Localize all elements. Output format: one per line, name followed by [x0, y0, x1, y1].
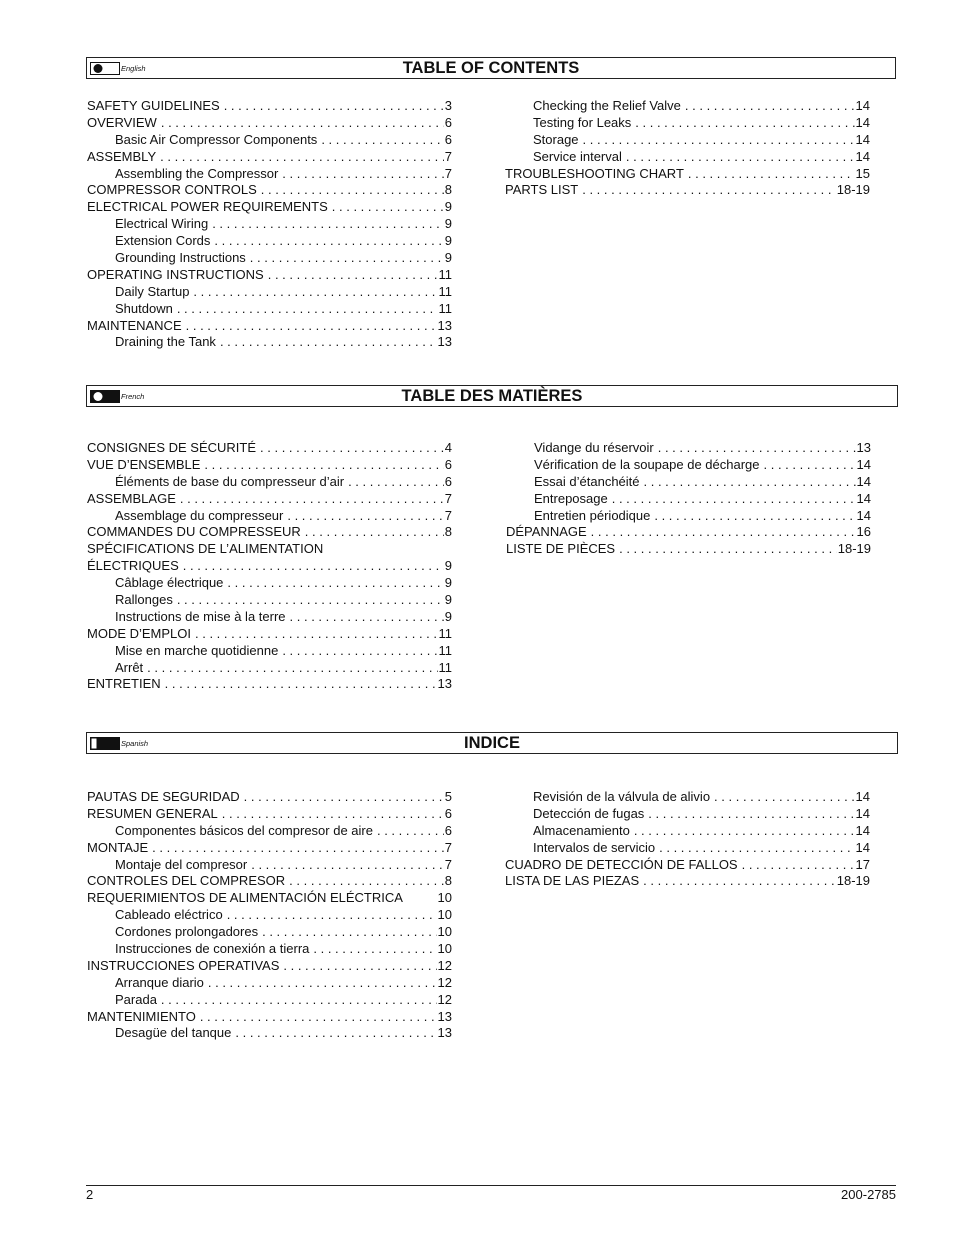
dot-leader — [688, 166, 855, 183]
toc-entry-page: 9 — [444, 199, 452, 215]
dot-leader — [244, 789, 444, 806]
toc-entry[interactable] — [87, 199, 452, 216]
dot-leader — [227, 907, 437, 924]
toc-entry-page: 14 — [855, 822, 870, 838]
toc-entry[interactable] — [87, 558, 452, 575]
toc-entry[interactable] — [505, 806, 870, 823]
dot-leader — [305, 524, 444, 541]
language-tab-english — [90, 61, 164, 75]
dot-leader — [165, 676, 437, 693]
dot-leader — [764, 457, 856, 474]
dot-leader — [283, 958, 436, 975]
toc-entry[interactable] — [87, 1025, 452, 1042]
dot-leader — [227, 575, 443, 592]
dot-leader — [658, 440, 856, 457]
toc-entry-page: 8 — [444, 182, 452, 198]
dot-leader — [195, 626, 437, 643]
dot-leader — [644, 474, 856, 491]
toc-entry[interactable] — [87, 267, 452, 284]
toc-column-right-english — [505, 98, 870, 199]
toc-entry-page: 14 — [856, 507, 871, 523]
toc-entry[interactable] — [87, 873, 452, 890]
toc-entry-label: Câblage électrique — [115, 575, 224, 591]
toc-entry[interactable] — [87, 1009, 452, 1026]
toc-entry[interactable] — [87, 941, 452, 958]
toc-entry[interactable] — [506, 508, 871, 525]
toc-entry-label: CONSIGNES DE SÉCURITÉ — [87, 440, 257, 455]
toc-entry-page: 9 — [444, 608, 452, 624]
toc-entry[interactable] — [505, 857, 870, 874]
toc-entry-page: 3 — [444, 98, 452, 113]
toc-entry[interactable] — [87, 182, 452, 199]
toc-entry-page: 13 — [437, 1025, 452, 1041]
toc-entry-label: ELECTRICAL POWER REQUIREMENTS — [87, 199, 328, 215]
dot-leader — [204, 457, 443, 474]
language-label: English — [121, 63, 146, 73]
language-tab-spanish — [90, 736, 164, 750]
toc-entry-page: 12 — [437, 974, 452, 990]
toc-entry-label: RESUMEN GENERAL — [87, 805, 218, 821]
toc-entry-label: Assemblage du compresseur — [115, 507, 284, 523]
dot-leader — [224, 98, 444, 115]
toc-entry-page: 14 — [855, 839, 870, 855]
toc-entry[interactable] — [505, 789, 870, 806]
toc-entry-label: MODE D’EMPLOI — [87, 625, 192, 641]
toc-entry-label: ASSEMBLY — [87, 148, 157, 164]
toc-entry-page: 6 — [444, 131, 452, 147]
toc-entry-page: 8 — [444, 873, 452, 889]
toc-entry-label: MONTAJE — [87, 839, 149, 855]
dot-leader — [290, 609, 444, 626]
dot-leader — [582, 182, 836, 199]
toc-entry[interactable] — [505, 823, 870, 840]
toc-entry[interactable] — [87, 457, 452, 474]
dot-leader — [635, 115, 854, 132]
toc-entry-page: 14 — [855, 789, 870, 804]
dot-leader — [214, 233, 443, 250]
toc-entry-page: 14 — [855, 114, 870, 130]
toc-entry[interactable] — [505, 115, 870, 132]
dot-leader — [634, 823, 855, 840]
toc-entry-label: Vérification de la soupape de décharge — [534, 456, 760, 472]
toc-entry-label: Revisión de la válvula de alivio — [533, 789, 711, 804]
dot-leader — [183, 558, 444, 575]
toc-entry[interactable] — [87, 992, 452, 1009]
toc-entry-page: 9 — [444, 558, 452, 574]
dot-leader — [619, 541, 837, 558]
dot-leader — [714, 789, 854, 806]
toc-entry-label: ÉLECTRIQUES — [87, 558, 179, 574]
toc-entry[interactable] — [87, 857, 452, 874]
dot-leader — [626, 149, 855, 166]
toc-entry-page: 11 — [438, 283, 452, 299]
toc-entry[interactable] — [87, 318, 452, 335]
dot-leader — [222, 806, 444, 823]
toc-entry-page: 13 — [437, 334, 452, 350]
dot-leader — [186, 318, 437, 335]
toc-entry-label: REQUERIMIENTOS DE ALIMENTACIÓN ELÉCTRICA — [87, 890, 403, 906]
toc-entry[interactable] — [505, 873, 870, 890]
toc-entry-label: Instructions de mise à la terre — [115, 608, 286, 624]
toc-entry[interactable] — [87, 541, 452, 558]
toc-entry[interactable] — [506, 457, 871, 474]
toc-entry[interactable] — [505, 149, 870, 166]
toc-entry[interactable] — [87, 907, 452, 924]
dot-leader — [161, 992, 437, 1009]
toc-entry-page: 14 — [856, 456, 871, 472]
toc-entry-label: Arrêt — [115, 659, 144, 675]
toc-entry-page: 9 — [444, 233, 452, 249]
toc-column-left-spanish — [87, 789, 452, 1042]
toc-entry-label: Draining the Tank — [115, 334, 216, 350]
toc-entry-page: 6 — [444, 473, 452, 489]
dot-leader — [212, 216, 444, 233]
toc-entry-label: Service interval — [533, 148, 622, 164]
dot-leader — [654, 508, 855, 525]
toc-entry-page: 14 — [855, 98, 870, 113]
toc-entry-page: 13 — [437, 317, 452, 333]
dot-leader — [235, 1025, 436, 1042]
page-number: 2 — [86, 1187, 94, 1202]
toc-entry-label: MANTENIMIENTO — [87, 1008, 196, 1024]
toc-column-right-spanish — [505, 789, 870, 890]
toc-entry-label: Testing for Leaks — [533, 114, 632, 130]
toc-entry-page: 7 — [444, 507, 452, 523]
dot-leader — [152, 840, 444, 857]
toc-entry-page: 15 — [855, 165, 870, 181]
toc-entry-page: 7 — [444, 165, 452, 181]
footer-rule — [86, 1185, 896, 1186]
toc-entry-page: 7 — [444, 839, 452, 855]
toc-entry-label: Éléments de base du compresseur d’air — [115, 473, 345, 489]
dot-leader — [591, 524, 856, 541]
toc-entry[interactable] — [87, 334, 452, 351]
toc-entry-page: 18-19 — [836, 873, 870, 889]
toc-entry-label: Storage — [533, 131, 579, 147]
toc-entry-label: Assembling the Compressor — [115, 165, 279, 181]
dot-leader — [268, 267, 438, 284]
toc-entry-label: PAUTAS DE SEGURIDAD — [87, 789, 240, 804]
toc-entry-page: 18-19 — [837, 541, 871, 557]
toc-entry[interactable] — [87, 806, 452, 823]
dot-leader — [643, 873, 836, 890]
toc-entry[interactable] — [87, 789, 452, 806]
english-flag-icon — [90, 62, 120, 75]
dot-leader — [332, 199, 444, 216]
toc-entry-label: Mise en marche quotidienne — [115, 642, 279, 658]
dot-leader — [250, 250, 444, 267]
toc-entry-label: ENTRETIEN — [87, 676, 161, 692]
toc-column-left-english — [87, 98, 452, 351]
toc-entry-page: 9 — [444, 250, 452, 266]
toc-entry[interactable] — [87, 924, 452, 941]
toc-entry-label: Parada — [115, 991, 157, 1007]
french-flag-icon — [90, 390, 120, 403]
toc-entry-page: 7 — [444, 148, 452, 164]
toc-entry[interactable] — [87, 592, 452, 609]
toc-entry-page: 13 — [437, 1008, 452, 1024]
toc-entry-page: 6 — [444, 822, 452, 838]
toc-entry-page: 11 — [438, 659, 452, 675]
dot-leader — [193, 284, 437, 301]
dot-leader — [348, 474, 444, 491]
toc-entry-label: Cableado eléctrico — [115, 907, 223, 923]
toc-entry-page: 14 — [855, 148, 870, 164]
toc-entry[interactable] — [87, 115, 452, 132]
toc-entry-label: TROUBLESHOOTING CHART — [505, 165, 684, 181]
toc-entry-page: 4 — [444, 440, 452, 455]
toc-entry[interactable] — [87, 301, 452, 318]
spanish-flag-icon — [90, 737, 120, 750]
toc-entry-label: Instrucciones de conexión a tierra — [115, 941, 310, 957]
dot-leader — [147, 660, 437, 677]
toc-entry-label: DÉPANNAGE — [506, 524, 587, 540]
toc-entry[interactable] — [87, 508, 452, 525]
toc-entry-page: 14 — [855, 131, 870, 147]
toc-entry-label: Daily Startup — [115, 283, 190, 299]
toc-entry[interactable] — [87, 643, 452, 660]
toc-entry-label: Entretien périodique — [534, 507, 651, 523]
toc-entry-label: Essai d’étanchéité — [534, 473, 640, 489]
toc-entry[interactable] — [505, 840, 870, 857]
toc-entry-page: 10 — [437, 907, 452, 923]
toc-entry-page: 14 — [855, 805, 870, 821]
section-heading: TABLE DES MATIÈRES — [401, 387, 583, 405]
toc-entry-label: VUE D’ENSEMBLE — [87, 456, 201, 472]
toc-entry-page: 13 — [437, 676, 452, 692]
section-header-french — [86, 385, 898, 407]
dot-leader — [313, 941, 436, 958]
toc-entry-label: ASSEMBLAGE — [87, 490, 176, 506]
toc-entry-label: Intervalos de servicio — [533, 839, 656, 855]
toc-entry-page: 9 — [444, 575, 452, 591]
toc-entry[interactable] — [87, 149, 452, 166]
toc-entry-label: LISTA DE LAS PIEZAS — [505, 873, 640, 889]
dot-leader — [220, 334, 437, 351]
toc-entry-page: 11 — [438, 642, 452, 658]
toc-entry-label: OVERVIEW — [87, 114, 157, 130]
dot-leader — [583, 132, 855, 149]
toc-entry[interactable] — [505, 98, 870, 115]
toc-entry[interactable] — [505, 132, 870, 149]
toc-entry[interactable] — [506, 541, 871, 558]
dot-leader — [659, 840, 854, 857]
toc-column-right-french — [506, 440, 871, 558]
toc-entry-page: 12 — [437, 991, 452, 1007]
toc-entry-page: 18-19 — [836, 182, 870, 198]
toc-entry-page: 9 — [444, 216, 452, 232]
toc-entry-label: Shutdown — [115, 300, 173, 316]
toc-entry-label: LISTE DE PIÈCES — [506, 541, 616, 557]
dot-leader — [177, 301, 438, 318]
toc-entry-page: 9 — [444, 592, 452, 608]
toc-entry[interactable] — [87, 216, 452, 233]
toc-entry[interactable] — [506, 440, 871, 457]
toc-entry-label: Cordones prolongadores — [115, 924, 259, 940]
toc-entry-page: 10 — [437, 941, 452, 957]
toc-entry-page: 10 — [437, 890, 452, 906]
toc-entry-label: CONTROLES DEL COMPRESOR — [87, 873, 286, 889]
toc-entry-label: CUADRO DE DETECCIÓN DE FALLOS — [505, 856, 738, 872]
toc-entry[interactable] — [87, 166, 452, 183]
toc-entry-label: OPERATING INSTRUCTIONS — [87, 266, 264, 282]
dot-leader — [177, 592, 444, 609]
toc-entry[interactable] — [87, 575, 452, 592]
dot-leader — [160, 149, 444, 166]
dot-leader — [180, 491, 444, 508]
toc-entry[interactable] — [87, 233, 452, 250]
section-heading: TABLE OF CONTENTS — [402, 59, 580, 77]
toc-entry-label: Electrical Wiring — [115, 216, 209, 232]
toc-entry-page: 14 — [856, 473, 871, 489]
toc-entry-label: Detección de fugas — [533, 805, 645, 821]
toc-entry[interactable] — [87, 440, 452, 457]
toc-entry-label: Desagüe del tanque — [115, 1025, 232, 1041]
toc-entry-label: PARTS LIST — [505, 182, 579, 198]
toc-entry-page: 7 — [444, 490, 452, 506]
toc-entry[interactable] — [505, 166, 870, 183]
toc-entry[interactable] — [87, 890, 452, 907]
toc-entry[interactable] — [87, 609, 452, 626]
toc-entry-page: 12 — [437, 957, 452, 973]
toc-entry[interactable] — [506, 524, 871, 541]
toc-entry-label: Arranque diario — [115, 974, 204, 990]
toc-column-left-french — [87, 440, 452, 693]
section-header-spanish — [86, 732, 898, 754]
toc-entry[interactable] — [87, 524, 452, 541]
toc-entry[interactable] — [87, 823, 452, 840]
dot-leader — [262, 924, 436, 941]
toc-entry-page: 6 — [444, 114, 452, 130]
dot-leader — [260, 440, 444, 457]
toc-entry-page: 11 — [438, 266, 452, 282]
toc-entry-label: Almacenamiento — [533, 822, 630, 838]
dot-leader — [282, 166, 443, 183]
toc-entry-page: 13 — [856, 440, 871, 455]
toc-entry-label: Componentes básicos del compresor de aire — [115, 822, 373, 838]
toc-entry-label: SPÉCIFICATIONS DE L’ALIMENTATION — [87, 541, 324, 557]
toc-entry-page: 10 — [437, 924, 452, 940]
toc-entry[interactable] — [87, 975, 452, 992]
dot-leader — [200, 1009, 437, 1026]
dot-leader — [377, 823, 444, 840]
dot-leader — [685, 98, 855, 115]
section-heading: INDICE — [464, 734, 520, 752]
toc-entry-page: 17 — [855, 856, 870, 872]
toc-entry-label: MAINTENANCE — [87, 317, 182, 333]
dot-leader — [161, 115, 444, 132]
toc-entry-page: 7 — [444, 856, 452, 872]
toc-entry-label: INSTRUCCIONES OPERATIVAS — [87, 957, 280, 973]
dot-leader — [261, 182, 444, 199]
toc-entry[interactable] — [506, 474, 871, 491]
toc-entry[interactable] — [87, 660, 452, 677]
toc-entry-page: 14 — [856, 490, 871, 506]
toc-entry[interactable] — [87, 284, 452, 301]
toc-entry[interactable] — [87, 474, 452, 491]
toc-entry-label: SAFETY GUIDELINES — [87, 98, 220, 113]
toc-entry-page: 8 — [444, 524, 452, 540]
toc-entry-label: Extension Cords — [115, 233, 211, 249]
document-number: 200-2785 — [841, 1187, 896, 1202]
toc-entry[interactable] — [87, 626, 452, 643]
toc-entry-label: Grounding Instructions — [115, 250, 246, 266]
dot-leader — [289, 873, 444, 890]
toc-entry-page: 6 — [444, 805, 452, 821]
language-tab-french — [90, 389, 164, 403]
toc-entry[interactable] — [87, 250, 452, 267]
dot-leader — [287, 508, 443, 525]
toc-entry-page: 11 — [438, 625, 452, 641]
toc-entry-label: COMPRESSOR CONTROLS — [87, 182, 257, 198]
toc-entry[interactable] — [87, 840, 452, 857]
toc-entry-label: Basic Air Compressor Components — [115, 131, 318, 147]
toc-entry-page: 11 — [438, 300, 452, 316]
language-label: Spanish — [121, 738, 149, 748]
toc-entry-label: COMMANDES DU COMPRESSEUR — [87, 524, 301, 540]
dot-leader — [321, 132, 443, 149]
toc-entry[interactable] — [87, 491, 452, 508]
dot-leader — [282, 643, 437, 660]
dot-leader — [208, 975, 437, 992]
toc-entry-page: 5 — [444, 789, 452, 804]
toc-entry-label: Checking the Relief Valve — [533, 98, 681, 113]
language-label: French — [121, 391, 145, 401]
dot-leader — [251, 857, 444, 874]
toc-entry[interactable] — [87, 676, 452, 693]
toc-entry[interactable] — [87, 98, 452, 115]
toc-entry-label: Montaje del compresor — [115, 856, 248, 872]
dot-leader — [612, 491, 856, 508]
toc-entry[interactable] — [87, 132, 452, 149]
toc-entry-page: 16 — [856, 524, 871, 540]
toc-entry-page: 6 — [444, 456, 452, 472]
toc-entry[interactable] — [87, 958, 452, 975]
toc-entry-label: Vidange du réservoir — [534, 440, 654, 455]
section-header-english — [86, 57, 896, 79]
toc-entry[interactable] — [506, 491, 871, 508]
toc-entry-label: Entreposage — [534, 490, 608, 506]
dot-leader — [742, 857, 855, 874]
dot-leader — [648, 806, 854, 823]
toc-entry-label: Rallonges — [115, 592, 173, 608]
toc-entry[interactable] — [505, 182, 870, 199]
